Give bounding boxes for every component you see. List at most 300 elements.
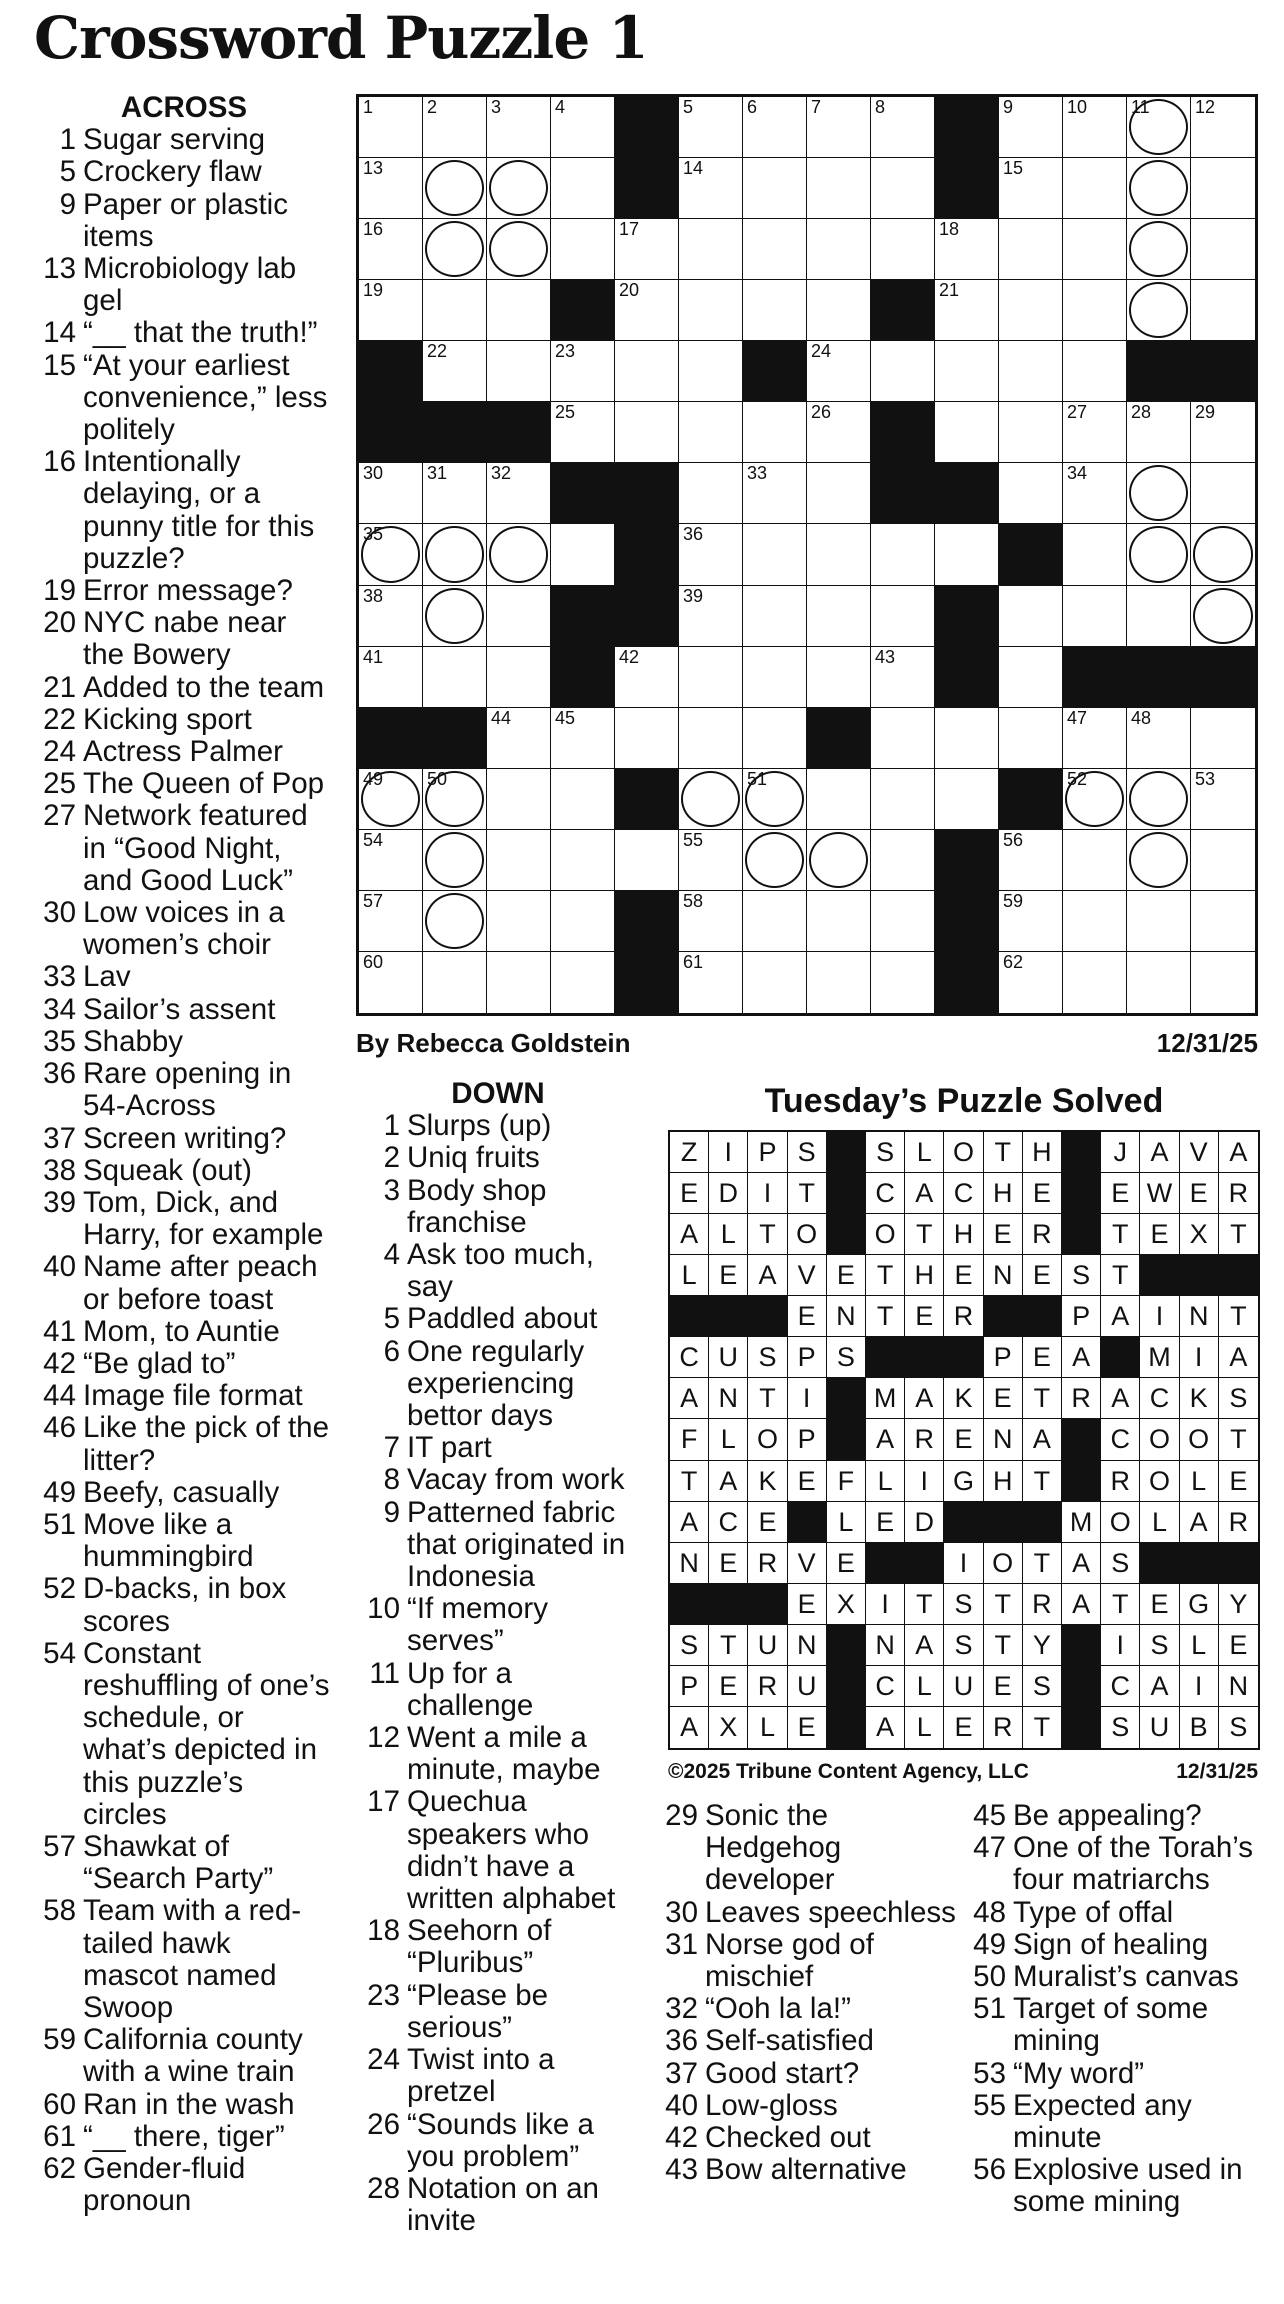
solved-letter: C [866,1173,905,1214]
grid-cell [679,97,743,158]
clue-text: Slurps (up) [407,1109,552,1143]
solved-black-square [1219,1543,1258,1584]
grid-cell [423,891,487,952]
solved-letter: L [866,1461,905,1502]
clue-text: Vacay from work [407,1463,625,1497]
solved-letter: A [1062,1584,1101,1625]
solved-black-square [709,1296,748,1337]
grid-cell [999,891,1063,952]
grid-cell [359,219,423,280]
solved-letter: O [866,1214,905,1255]
solved-black-square [827,1214,866,1255]
solved-letter: I [1101,1625,1140,1666]
grid-cell [359,463,423,524]
solved-letter: O [1140,1461,1179,1502]
cell-number: 29 [1195,402,1216,423]
solved-letter: A [709,1461,748,1502]
clue-number: 9 [383,1495,400,1529]
solved-letter: F [670,1419,709,1460]
solved-letter: L [905,1666,944,1707]
black-square [1063,647,1127,708]
grid-cell [359,97,423,158]
grid-cell [615,219,679,280]
clue-text: Up for a challenge [407,1656,534,1722]
cell-number: 42 [619,646,640,667]
solved-letter: C [1101,1419,1140,1460]
grid-cell [743,280,807,341]
solved-letter: E [944,1419,983,1460]
grid-cell [359,952,423,1013]
solved-letter: E [827,1543,866,1584]
page-title: Crossword Puzzle 1 [34,4,648,72]
solved-letter: R [984,1707,1023,1748]
grid-cell [551,830,615,891]
solved-letter: T [1219,1296,1258,1337]
clue-text: Tom, Dick, and Harry, for example [83,1185,324,1252]
clue-text: Move like a hummingbird [83,1507,254,1574]
clue-item [366,1497,630,1594]
grid-cell [807,524,871,585]
grid-cell [1191,463,1255,524]
clue-item [38,2089,330,2121]
solved-letter: E [1219,1461,1258,1502]
cell-number: 31 [427,463,448,484]
clue-text: Beefy, casually [83,1475,280,1509]
solved-letter: C [1140,1378,1179,1419]
clue-item [38,350,330,447]
clue-item [366,1110,630,1142]
clue-number: 39 [43,1185,76,1219]
grid-cell [487,219,551,280]
black-square [999,769,1063,830]
clue-text: Shawkat of “Search Party” [83,1829,274,1896]
grid-cell [1127,463,1191,524]
grid-cell [999,952,1063,1013]
cell-number: 54 [363,829,384,850]
solved-letter: L [905,1707,944,1748]
solved-letter: R [1062,1378,1101,1419]
clue-text: “At your earliest convenience,” less politely [83,348,328,447]
grid-cell [1127,830,1191,891]
clue-item [972,1832,1272,1896]
circle-marker [489,221,548,277]
cell-number: 38 [363,585,384,606]
grid-cell [679,647,743,708]
grid-cell [487,463,551,524]
solved-letter: O [748,1419,787,1460]
solved-letter: C [670,1337,709,1378]
grid-cell [871,830,935,891]
grid-cell [1191,402,1255,463]
clue-item [38,189,330,253]
clue-text: Actress Palmer [83,735,283,769]
grid-cell [807,158,871,219]
solved-black-square [1023,1502,1062,1543]
solved-black-square [1062,1214,1101,1255]
clue-text: Notation on an invite [407,2171,599,2238]
grid-cell [679,463,743,524]
grid-cell [1063,708,1127,769]
solved-letter: A [670,1707,709,1748]
cell-number: 23 [555,341,576,362]
solved-letter: E [866,1502,905,1543]
clue-number: 36 [43,1057,76,1091]
clue-item [664,1800,956,1897]
cell-number: 34 [1067,463,1088,484]
clue-number: 54 [43,1636,76,1670]
grid-cell [1127,524,1191,585]
grid-cell [999,708,1063,769]
cell-number: 26 [811,402,832,423]
grid-cell [807,341,871,402]
clue-number: 8 [383,1463,400,1497]
solved-letter: P [788,1337,827,1378]
grid-cell [423,97,487,158]
solved-letter: I [748,1173,787,1214]
grid-cell [423,769,487,830]
cell-number: 48 [1131,707,1152,728]
clue-number: 55 [973,2088,1006,2122]
grid-cell [551,769,615,830]
cell-number: 21 [939,280,960,301]
solved-letter: I [866,1584,905,1625]
cell-number: 12 [1195,97,1216,117]
clue-item [38,768,330,800]
solved-letter: M [1140,1337,1179,1378]
solved-black-square [1180,1255,1219,1296]
circle-marker [809,832,868,888]
clue-text: Ran in the wash [83,2087,295,2121]
circle-marker [489,160,548,216]
circle-marker [1129,465,1188,521]
solved-letter: U [709,1337,748,1378]
clue-number: 19 [43,574,76,608]
circle-marker [1193,526,1253,582]
clue-item [664,2058,956,2090]
solved-letter: I [1180,1666,1219,1707]
black-square [423,402,487,463]
circle-marker [1129,160,1188,216]
grid-cell [679,341,743,402]
black-square [1127,647,1191,708]
grid-cell [679,952,743,1013]
clue-text: Seehorn of “Pluribus” [407,1914,552,1980]
clue-text: Constant reshuffling of one’s schedule, or what’s depicted in this puzzle’s circles [83,1636,330,1831]
solved-letter: T [1023,1378,1062,1419]
black-square [615,463,679,524]
black-square [1191,341,1255,402]
solved-letter: A [866,1707,905,1748]
solved-letter: A [1101,1296,1140,1337]
clue-text: Intentionally delaying, or a punny title for this puzzle? [83,445,315,575]
grid-cell [679,586,743,647]
cell-number: 62 [1003,951,1024,972]
solved-letter: O [984,1543,1023,1584]
clue-number: 52 [43,1572,76,1606]
grid-cell [679,769,743,830]
clue-number: 38 [43,1153,76,1187]
solved-letter: D [709,1173,748,1214]
solved-letter: E [709,1255,748,1296]
solved-black-square [1101,1337,1140,1378]
solved-letter: A [670,1214,709,1255]
grid-cell [679,280,743,341]
clue-number: 4 [383,1238,400,1272]
grid-cell [1063,891,1127,952]
clue-number: 60 [43,2087,76,2121]
cell-number: 16 [363,219,384,240]
solved-letter: E [788,1584,827,1625]
clue-number: 61 [43,2119,76,2153]
cell-number: 11 [1131,97,1150,117]
clue-number: 48 [973,1895,1006,1929]
cell-number: 10 [1067,97,1088,117]
grid-cell [1127,769,1191,830]
solved-letter: E [984,1378,1023,1419]
solved-letter: P [788,1419,827,1460]
cell-number: 35 [363,524,384,545]
solved-letter: R [1023,1584,1062,1625]
solved-letter: T [1219,1214,1258,1255]
grid-cell [487,952,551,1013]
clue-item [38,994,330,1026]
clue-text: Quechua speakers who didn’t have a written alphabet [407,1785,616,1916]
solved-letter: L [670,1255,709,1296]
solved-letter: V [1180,1132,1219,1173]
clue-text: D-backs, in box scores [83,1572,287,1638]
cell-number: 36 [683,524,704,545]
solved-letter: U [788,1666,827,1707]
down-clues-continued [664,1800,956,2186]
clue-item [366,1722,630,1786]
grid-cell [1063,463,1127,524]
grid-cell [487,524,551,585]
cell-number: 50 [427,768,448,789]
clue-text: IT part [407,1431,492,1465]
solved-black-square [748,1296,787,1337]
solved-letter: A [905,1173,944,1214]
black-square [551,280,615,341]
grid-cell [743,97,807,158]
black-square [935,830,999,891]
clue-number: 49 [973,1927,1006,1961]
solved-letter: N [866,1625,905,1666]
solved-letter: B [1180,1707,1219,1748]
solved-black-square [944,1337,983,1378]
solved-letter: A [905,1378,944,1419]
solved-letter: S [1023,1666,1062,1707]
cell-number: 52 [1067,768,1088,789]
grid-cell [487,158,551,219]
grid-cell [743,708,807,769]
clue-number: 14 [43,316,76,350]
grid-cell [871,524,935,585]
clue-number: 13 [43,252,76,286]
grid-cell [359,158,423,219]
solved-letter: N [1180,1296,1219,1337]
grid-cell [743,524,807,585]
solved-letter: R [748,1666,787,1707]
across-heading: ACROSS [120,91,248,124]
solved-letter: D [905,1502,944,1543]
clue-number: 47 [973,1831,1006,1865]
clue-item [366,1239,630,1303]
solved-letter: A [866,1419,905,1460]
grid-cell [743,830,807,891]
grid-cell [1191,524,1255,585]
clue-item [38,1058,330,1122]
clue-number: 43 [665,2153,698,2187]
clue-text: Name after peach or before toast [83,1250,318,1316]
black-square [423,708,487,769]
grid-cell [1127,280,1191,341]
grid-cell [807,952,871,1013]
clue-item [972,2090,1272,2154]
grid-cell [871,647,935,708]
clue-item [366,1336,630,1433]
grid-cell [807,586,871,647]
grid-cell [743,463,807,524]
cell-number: 6 [747,97,758,117]
solved-letter: L [709,1419,748,1460]
cell-number: 56 [1003,829,1024,850]
clue-item [664,1897,956,1929]
clue-text: Body shop franchise [407,1173,547,1239]
grid-cell [615,708,679,769]
grid-cell [551,891,615,952]
solved-letter: R [1219,1502,1258,1543]
solved-letter: E [1180,1173,1219,1214]
grid-cell [551,708,615,769]
cell-number: 57 [363,890,384,911]
solved-letter: S [670,1625,709,1666]
clue-item [664,2025,956,2057]
solved-letter: R [1219,1173,1258,1214]
black-square [359,402,423,463]
black-square [359,341,423,402]
solved-letter: T [709,1625,748,1666]
grid-cell [871,219,935,280]
clue-text: Lav [83,960,131,994]
grid-cell [999,463,1063,524]
black-square [615,158,679,219]
cell-number: 15 [1003,158,1024,179]
clue-number: 49 [43,1475,76,1509]
grid-cell [935,524,999,585]
solved-letter: S [1140,1625,1179,1666]
grid-cell [1191,586,1255,647]
clue-text: Explosive used in some mining [1013,2153,1243,2219]
solved-letter: L [1140,1502,1179,1543]
grid-cell [743,586,807,647]
clue-text: Microbiology lab gel [83,252,297,318]
clue-item [38,1573,330,1637]
solved-black-square [905,1543,944,1584]
circle-marker [1129,526,1188,582]
grid-cell [551,158,615,219]
grid-cell [615,280,679,341]
clue-number: 34 [43,992,76,1026]
solved-letter: H [984,1461,1023,1502]
solved-letter: N [984,1255,1023,1296]
grid-cell [1063,586,1127,647]
clue-number: 35 [43,1024,76,1058]
clue-number: 46 [43,1411,76,1445]
solved-black-square [827,1173,866,1214]
solved-letter: T [1101,1214,1140,1255]
grid-cell [423,219,487,280]
black-square [935,586,999,647]
grid-cell [871,341,935,402]
grid-cell [615,341,679,402]
black-square [615,586,679,647]
clue-text: “__ that the truth!” [83,316,318,350]
clue-number: 58 [43,1894,76,1928]
cell-number: 9 [1003,97,1014,117]
clue-item [38,1509,330,1573]
clue-text: Low-gloss [705,2088,838,2122]
clue-number: 1 [383,1109,400,1143]
clue-item [972,1993,1272,2057]
clue-item [38,2024,330,2088]
grid-cell [1191,769,1255,830]
circle-marker [489,526,548,582]
clue-text: Bow alternative [705,2153,907,2187]
grid-cell [1063,341,1127,402]
grid-cell [487,830,551,891]
clue-number: 26 [367,2107,400,2141]
solved-black-square [670,1584,709,1625]
clue-text: Rare opening in 54-Across [83,1057,292,1123]
clue-item [366,1786,630,1915]
grid-cell [551,952,615,1013]
solved-letter: L [905,1132,944,1173]
circle-marker [425,893,484,949]
clue-item [366,1142,630,1174]
solved-letter: O [1140,1419,1179,1460]
solved-letter: N [827,1296,866,1337]
clue-text: California county with a wine train [83,2023,303,2089]
solved-letter: V [788,1255,827,1296]
cell-number: 49 [363,768,384,789]
black-square [935,158,999,219]
solved-letter: O [944,1132,983,1173]
circle-marker [1129,282,1188,338]
clue-item [38,1316,330,1348]
solved-letter: R [1101,1461,1140,1502]
solved-letter: H [905,1255,944,1296]
solved-letter: S [788,1132,827,1173]
solved-letter: G [1180,1584,1219,1625]
cell-number: 5 [683,97,694,117]
black-square [935,463,999,524]
clue-item [38,1477,330,1509]
clue-text: The Queen of Pop [83,767,325,801]
black-square [935,97,999,158]
solved-letter: A [1062,1543,1101,1584]
solved-letter: O [1101,1502,1140,1543]
down-clues [366,1078,630,2237]
cell-number: 44 [491,707,512,728]
clue-number: 56 [973,2153,1006,2187]
clue-number: 40 [665,2088,698,2122]
clue-item [38,2121,330,2153]
clue-text: Good start? [705,2056,860,2090]
grid-cell [871,952,935,1013]
clue-number: 5 [383,1302,400,1336]
grid-cell [487,708,551,769]
solved-letter: T [905,1214,944,1255]
